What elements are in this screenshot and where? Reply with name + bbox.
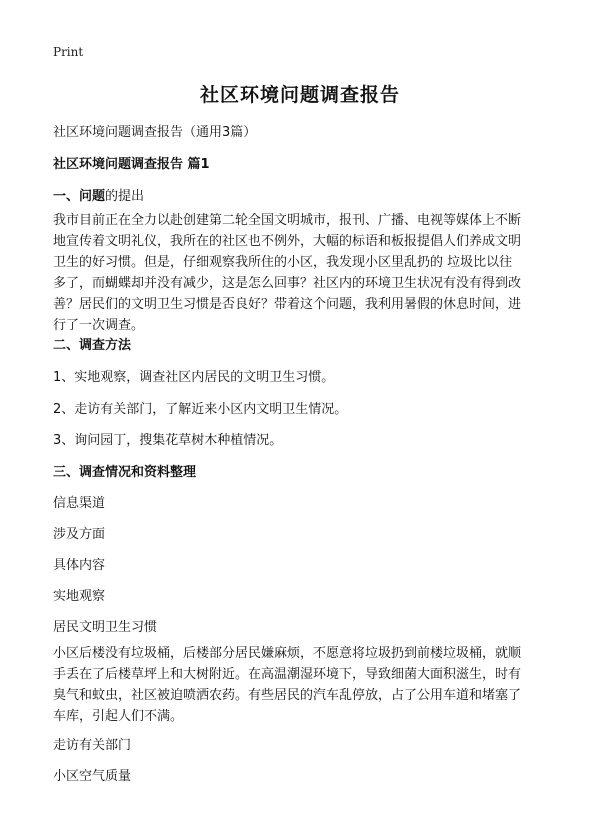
findings-label: 居民文明卫生习惯 <box>53 620 158 635</box>
problem-paragraph <box>53 210 551 336</box>
section-heading-suffix: 的提出 <box>105 189 145 204</box>
document-subtitle: 社区环境问题调查报告（通用3篇） <box>53 125 257 140</box>
method-item: 1、实地观察，调查社区内居民的文明卫生习惯。 <box>53 370 335 385</box>
paragraph-line: 地宣传着文明礼仪，我所在的社区也不例外，大幅的标语和板报提倡人们养成文明 <box>53 234 522 249</box>
findings-label: 信息渠道 <box>53 496 106 511</box>
findings-label: 小区空气质量 <box>53 769 132 784</box>
paragraph-line: 多了，而蝴蝶却并没有减少，这是怎么回事？社区内的环境卫生状况有没有得到改 <box>53 276 522 291</box>
method-item: 3、询问园丁，搜集花草树木种植情况。 <box>53 433 283 448</box>
paragraph-line: 手丢在了后楼草坪上和大树附近。在高温潮湿环境下，导致细菌大面积滋生，时有 <box>53 667 522 682</box>
findings-label: 实地观察 <box>53 589 106 604</box>
paragraph-line: 车库，引起人们不满。 <box>53 709 184 724</box>
article-title: 社区环境问题调查报告 篇1 <box>53 157 210 172</box>
paragraph-line: 善？居民们的文明卫生习惯是否良好？带着这个问题，我利用暑假的休息时间，进 <box>53 297 522 312</box>
section-heading-prefix: 一、 <box>53 189 80 204</box>
paragraph-line: 臭气和蚊虫，社区被迫喷洒农药。有些居民的汽车乱停放，占了公用车道和堵塞了 <box>53 688 522 703</box>
paragraph-line: 小区后楼没有垃圾桶，后楼部分居民嫌麻烦，不愿意将垃圾扔到前楼垃圾桶，就顺 <box>53 646 522 661</box>
findings-label: 具体内容 <box>53 558 106 573</box>
findings-label: 涉及方面 <box>53 527 106 542</box>
print-link[interactable]: Print <box>53 45 84 59</box>
paragraph-line: 我市目前正在全力以赴创建第二轮全国文明城市，报刊、广播、电视等媒体上不断 <box>53 213 522 228</box>
findings-paragraph <box>53 643 551 727</box>
paragraph-line: 卫生的好习惯。但是，仔细观察我所住的小区，我发现小区里乱扔的 垃圾比以往 <box>53 255 513 270</box>
document-title: 社区环境问题调查报告 <box>199 84 400 106</box>
section-heading-problem <box>53 185 144 204</box>
paragraph-line: 行了一次调查。 <box>53 318 145 333</box>
method-item: 2、走访有关部门，了解近来小区内文明卫生情况。 <box>53 402 348 417</box>
section-heading-keyword: 问题 <box>79 189 106 204</box>
section-heading-method: 二、调查方法 <box>53 338 132 353</box>
findings-label: 走访有关部门 <box>53 738 132 753</box>
section-heading-findings: 三、调查情况和资料整理 <box>53 465 197 480</box>
